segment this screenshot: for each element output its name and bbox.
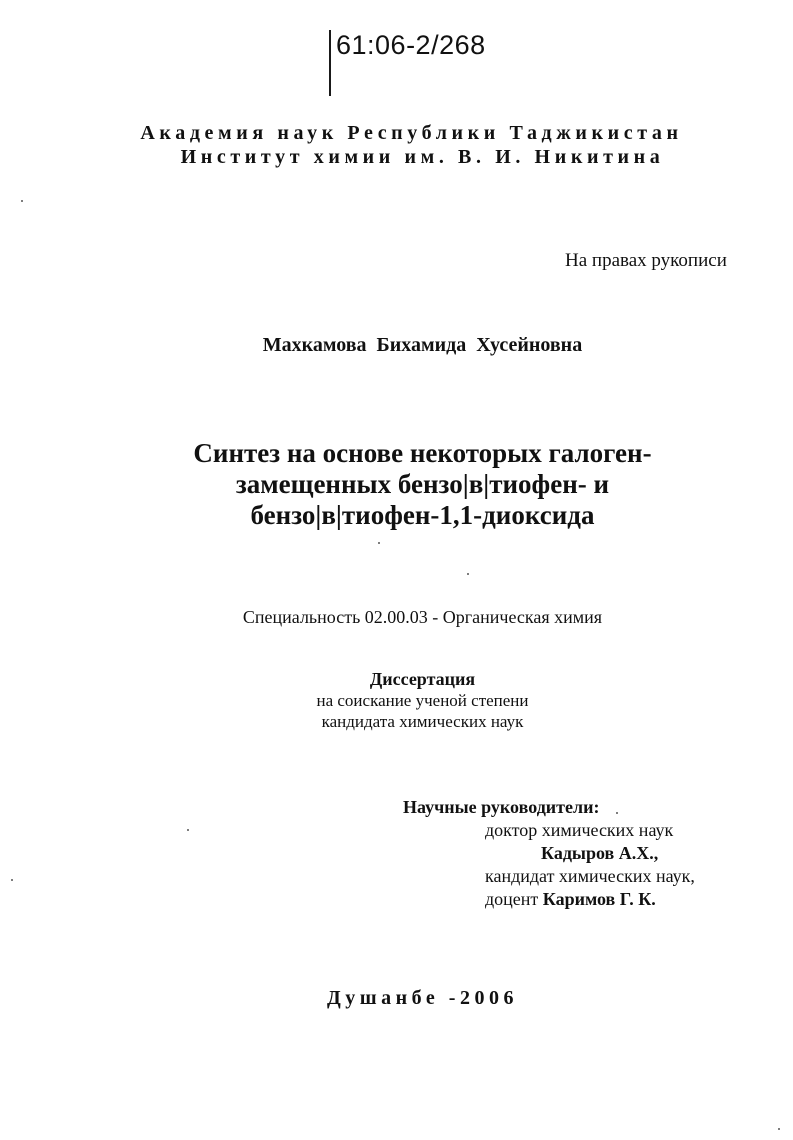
manuscript-note: На правах рукописи bbox=[565, 250, 727, 271]
scan-speck bbox=[21, 200, 23, 202]
dissertation-title bbox=[0, 438, 793, 531]
supervisor-2-title: доцент bbox=[485, 889, 539, 909]
dissertation-line-1: на соискание ученой степени bbox=[316, 691, 529, 710]
supervisor-1-degree: доктор химических наук bbox=[485, 820, 674, 840]
scan-speck bbox=[467, 573, 469, 575]
title-line-2: замещенных бензо|в|тиофен- и bbox=[235, 469, 610, 499]
supervisors-heading: Научные руководители: bbox=[403, 797, 600, 817]
supervisor-2-name: Каримов Г. К. bbox=[542, 889, 656, 909]
scan-speck bbox=[187, 829, 189, 831]
city-year: Душанбе -2006 bbox=[327, 987, 518, 1009]
specialty: Специальность 02.00.03 - Органическая химия bbox=[242, 607, 603, 627]
scan-speck bbox=[11, 879, 13, 881]
title-line-1: Синтез на основе некоторых галоген- bbox=[193, 438, 652, 468]
archive-stamp: 61:06-2/268 bbox=[336, 30, 486, 60]
dissertation-heading: Диссертация bbox=[369, 669, 476, 689]
scan-speck bbox=[616, 812, 618, 814]
scan-speck bbox=[778, 1128, 780, 1130]
supervisor-2-line bbox=[403, 888, 695, 911]
author-name: Махкамова Бихамида Хусейновна bbox=[262, 334, 583, 356]
dissertation-block bbox=[0, 669, 793, 732]
supervisor-1-name: Кадыров А.Х., bbox=[541, 843, 659, 863]
supervisor-2-degree: кандидат химических наук, bbox=[485, 866, 695, 886]
dissertation-line-2: кандидата химических наук bbox=[321, 712, 524, 731]
title-line-3: бензо|в|тиофен-1,1-диоксида bbox=[250, 500, 595, 530]
supervisors-block bbox=[403, 796, 695, 911]
organization-line-2: Институт химии им. В. И. Никитина bbox=[180, 146, 665, 168]
scan-speck bbox=[378, 542, 380, 544]
organization-line-1: Академия наук Республики Таджикистан bbox=[140, 122, 683, 144]
stamp-divider bbox=[329, 30, 331, 96]
